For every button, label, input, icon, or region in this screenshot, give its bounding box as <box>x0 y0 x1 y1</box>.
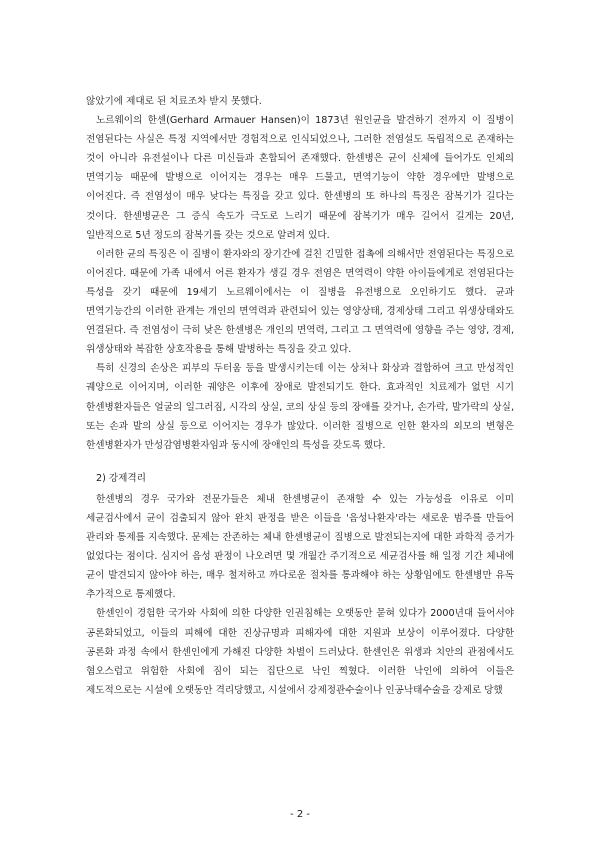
paragraph-hansen-discovery: 노르웨이의 한센(Gerhard Armauer Hansen)이 1873년 원인균을 발견하기 전까지 이 질병이 전염된다는 사실은 특정 지역에서만 경험적으로 인식되었으나, 그러한 전염설도 독립적으로 존재하는 것이 아니라 유전설이나 다른 미신들과 혼합되어 존재했다. 한센병은 균이 신체에 들어가도 인체의 면역기능 때문에 발병으로 이어지는 경우는 매우 드물고, 면역기능이 약한 경우에만 발병으로 이어진다. 즉 전염성이 매우 낮다는 특징을 갖고 있다. 한센병의 또 하나의 특징은 잠복기가 길다는 것이다. 한센병균은 그 증식 속도가 극도로 느리기 때문에 잠복기가 매우 길어서 길게는 20년, 일반적으로 5년 정도의 잠복기를 갖는 것으로 알려져 있다. <box>86 115 514 241</box>
paragraph-human-rights: 한센인이 경험한 국가와 사회에 의한 다양한 인권침해는 오랫동안 묻혀 있다가 2000년대 들어서야 공론화되었고, 이들의 피해에 대한 진상규명과 피해자에 대한 지원과 보상이 이루어졌다. 다양한 공론화 과정 속에서 한센인에게 가해진 다양한 차별이 드러났다. 한센인은 위생과 치안의 관점에서도 혐오스럽고 위험한 사회에 짐이 되는 집단으로 낙인 찍혔다. 이러한 낙인에 의하여 이들은 제도적으로는 시설에 오랫동안 격리당했고, 시설에서 강제정관수술이나 인공낙태수술을 강제로 당했 <box>86 608 514 696</box>
document-body <box>86 92 514 700</box>
section-heading-forced-isolation: 2) 강제격리 <box>96 472 146 484</box>
paragraph-negative-patients: 한센병의 경우 국가와 전문가들은 체내 한센병균이 존재할 수 있는 가능성을 이유로 이미 세균검사에서 균이 검출되지 않아 완치 판정을 받은 이들을 '음성나환자'라는 새로운 범주를 만들어 관리와 통제를 지속했다. 문제는 잔존하는 체내 한센병균이 질병으로 발전되는지에 대한 과학적 증거가 없었다는 점이다. 심지어 음성 판정이 나오려면 몇 개월간 주기적으로 세균검사를 해 일정 기간 체내에 균이 발견되지 않아야 하는, 매우 철저하고 까다로운 절차를 통과해야 하는 상황임에도 한센병만 유독 추가적으로 통제했다. <box>86 493 514 601</box>
paragraph-disability: 특히 신경의 손상은 피부의 두터움 등을 발생시키는데 이는 상처나 화상과 결합하여 크고 만성적인 궤양으로 이어지며, 이러한 궤양은 이후에 장애로 발전되기도 한다. 효과적인 치료제가 없던 시기 한센병환자들은 얼굴의 일그러짐, 시각의 상실, 코의 상실 등의 장애를 갖거나, 손가락, 발가락의 상실, 또는 손과 발의 상실 등으로 이어지는 경우가 많았다. 이러한 질병으로 인한 환자의 외모의 변형은 한센병환자가 만성감염병환자임과 동시에 장애인의 특성을 갖도록 했다. <box>86 363 514 451</box>
paragraph-transmission: 이러한 균의 특징은 이 질병이 환자와의 장기간에 걸친 긴밀한 접촉에 의해서만 전염된다는 특징으로 이어진다. 때문에 가족 내에서 어른 환자가 생길 경우 전염은 면역력이 약한 아이들에게로 전염된다는 특성을 갖기 때문에 19세기 노르웨이에서는 이 질병을 유전병으로 오인하기도 했다. 균과 면역기능간의 이러한 관계는 개인의 면역력과 관련되어 있는 영양상태, 경제상태 그리고 위생상태와도 연결된다. 즉 전염성이 극히 낮은 한센병은 개인의 면역력, 그리고 그 면역력에 영향을 주는 영양, 경제, 위생상태와 복잡한 상호작용을 통해 발병하는 특징을 갖고 있다. <box>86 248 514 356</box>
paragraph-continuation: 않았기에 제대로 된 치료조차 받지 못했다. <box>86 96 262 107</box>
page-number: - 2 - <box>290 809 310 820</box>
